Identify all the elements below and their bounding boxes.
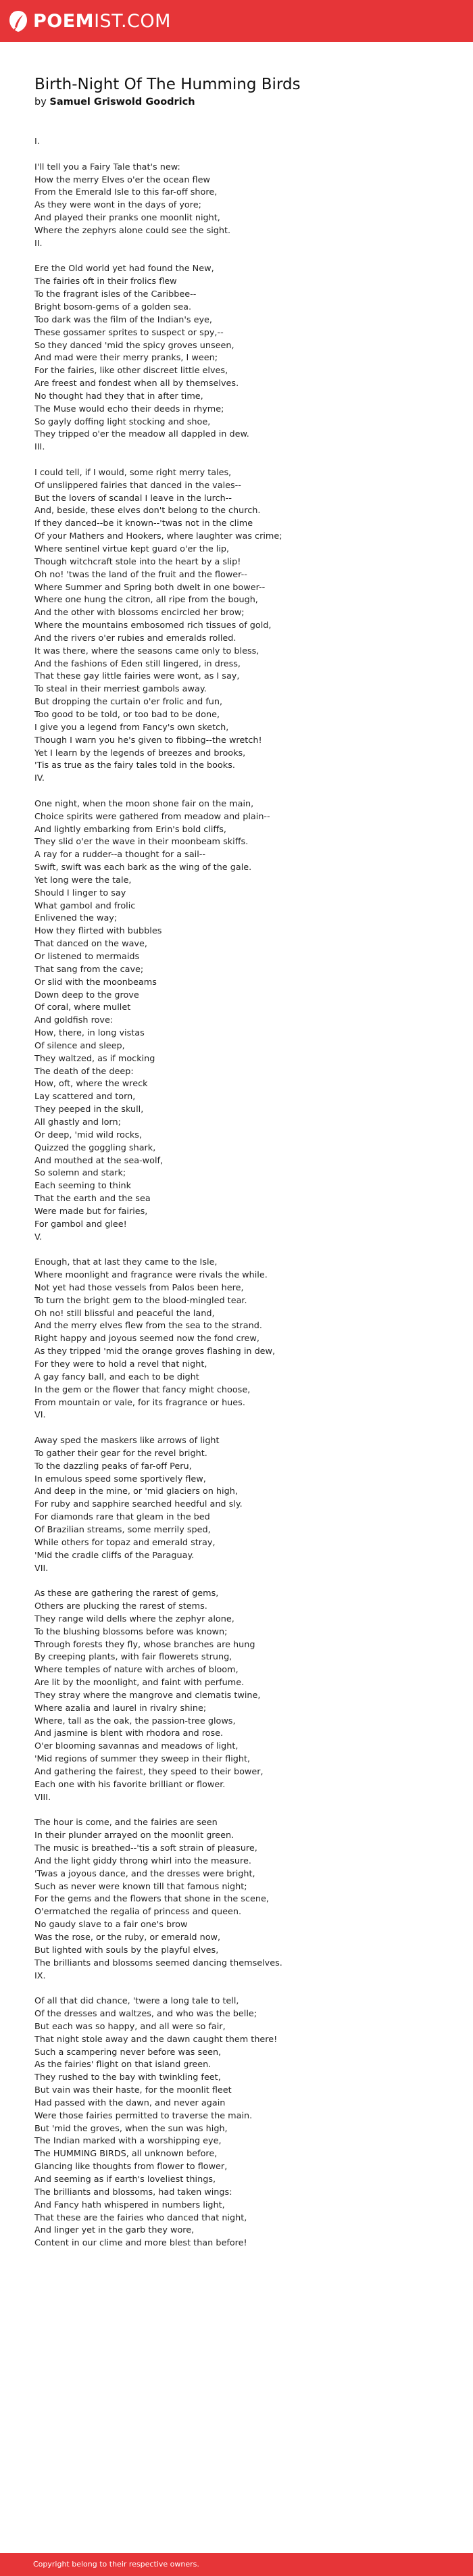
poem-text: I. I'll tell you a Fairy Tale that's new: How the merry Elves o'er the ocean flew From the Emerald Isle to this far-off shore, As they were wont in the days of yore; And played their pranks one moonlit night, Where the zephyrs alone could see the sight. II. Ere the Old world yet had found the New, The fairies oft in their frolics flew To the fragrant isles of the Caribbee-- Bright bosom-gems of a golden sea. Too dark was the film of the Indian's eye, These gossamer sprites to suspect or spy,-- So they danced 'mid the spicy groves unseen, And mad were their merry pranks, I ween; For the fairies, like other discreet little elves, Are freest and fondest when all by themselves. No thought had they that in after time, The Muse would echo their deeds in rhyme; So gayly doffing light stocking and shoe, They tripped o'er the meadow all dappled in dew. III. I could tell, if I would, some right merry tales, Of unslippered fairies that danced in the vales-- But the lovers of scandal I leave in the lurch-- And, beside, these elves don't belong to the church. If they danced--be it known--'twas not in the clime Of your Mathers and Hookers, where laughter was crime; Where sentinel virtue kept guard o'er the lip, Though witchcraft stole into the heart by a slip! Oh no! 'twas the land of the fruit and the flower-- Where Summer and Spring both dwelt in one bower-- Where one hung the citron, all ripe from the bough, And the other with blossoms encircled her brow; Where the mountains embosomed rich tissues of gold, And the rivers o'er rubies and emeralds rolled. It was there, where the seasons came only to bless, And the fashions of Eden still lingered, in dress, That these gay little fairies were wont, as I say, To steal in their merriest gambols away. But dropping the curtain o'er frolic and fun, Too good to be told, or too bad to be done, I give you a legend from Fancy's own sketch, Though I warn you he's given to fibbing--the wretch! Yet I learn by the legends of breezes and brooks, 'Tis as true as the fairy tales told in the books. IV. One night, when the moon shone fair on the main, Choice spirits were gathered from meadow and plain-- And lightly embarking from Erin's bold cliffs, They slid o'er the wave in their moonbeam skiffs. A ray for a rudder--a thought for a sail-- Swift, swift was each bark as the wing of the gale. Yet long were the tale, Should I linger to say What gambol and frolic Enlivened the way; How they flirted with bubbles That danced on the wave, Or listened to mermaids That sang from the cave; Or slid with the moonbeams Down deep to the grove Of coral, where mullet And goldfish rove: How, there, in long vistas Of silence and sleep, They waltzed, as if mocking The death of the deep: How, oft, where the wreck Lay scattered and torn, They peeped in the skull, All ghastly and lorn; Or deep, 'mid wild rocks, Quizzed the goggling shark, And mouthed at the sea-wolf, So solemn and stark; Each seeming to think That the earth and the sea Were made but for fairies, For gambol and glee! V. Enough, that at last they came to the Isle, Where moonlight and fragrance were rivals the while. Not yet had those vessels from Palos been here, To turn the bright gem to the blood-mingled tear. Oh no! still blissful and peaceful the land, And the merry elves flew from the sea to the strand. Right happy and joyous seemed now the fond crew, As they tripped 'mid the orange groves flashing in dew, For they were to hold a revel that night, A gay fancy ball, and each to be dight In the gem or the flower that fancy might choose, From mountain or vale, for its fragrance or hues. VI. Away sped the maskers like arrows of light To gather their gear for the revel bright. To the dazzling peaks of far-off Peru, In emulous speed some sportively flew, And deep in the mine, or 'mid glaciers on high, For ruby and sapphire searched heedful and sly. For diamonds rare that gleam in the bed Of Brazilian streams, some merrily sped, While others for topaz and emerald stray, 'Mid the cradle cliffs of the Paraguay. VII. As these are gathering the rarest of gems, Others are plucking the rarest of stems. They range wild dells where the zephyr alone, To the blushing blossoms before was known; Through forests they fly, whose branches are hung By creeping plants, with fair flowerets strung, Where temples of nature with arches of bloom, Are lit by the moonlight, and faint with perfume. They stray where the mangrove and clematis twine, Where azalia and laurel in rivalry shine; Where, tall as the oak, the passion-tree glows, And jasmine is blent with rhodora and rose. O'er blooming savannas and meadows of light, 'Mid regions of summer they sweep in their flight, And gathering the fairest, they speed to their bower, Each one with his favorite brilliant or flower. VIII. The hour is come, and the fairies are seen In their plunder arrayed on the moonlit green. The music is breathed--'tis a soft strain of pleasure, And the light giddy throng whirl into the measure. 'Twas a joyous dance, and the dresses were bright, Such as never were known till that famous night; For the gems and the flowers that shone in the scene, O'ermatched the regalia of princess and queen. No gaudy slave to a fair one's brow Was the rose, or the ruby, or emerald now, But lighted with souls by the playful elves, The brilliants and blossoms seemed dancing themselves. IX. Of all that did chance, 'twere a long tale to tell, Of the dresses and waltzes, and who was the belle; But each was so happy, and all were so fair, That night stole away and the dawn caught them there! Such a scampering never before was seen, As the fairies' flight on that island green. They rushed to the bay with twinkling feet, But vain was their haste, for the moonlit fleet Had passed with the dawn, and never again Were those fairies permitted to traverse the main. But 'mid the groves, when the sun was high, The Indian marked with a worshipping eye, The HUMMING BIRDS, all unknown before, Glancing like thoughts from flower to flower, And seeming as if earth's loveliest things, The brilliants and blossoms, had taken wings: And Fancy hath whispered in numbers light, That these are the fairies who danced that night, And linger yet in the garb they wore, Content in our clime and more blest than before! bbox=[34, 137, 282, 2249]
author-name[interactable]: Samuel Griswold Goodrich bbox=[49, 97, 195, 107]
top-bar bbox=[0, 0, 473, 42]
copyright-text: Copyright belong to their respective owners. bbox=[33, 2560, 199, 2569]
poem-content bbox=[34, 74, 453, 2250]
poem-feather-icon bbox=[8, 9, 28, 32]
brand-name-light: IST.COM bbox=[94, 10, 171, 32]
by-label: by bbox=[34, 97, 47, 107]
brand-logo[interactable] bbox=[8, 9, 171, 32]
poem-title: Birth-Night Of The Humming Birds bbox=[34, 76, 301, 93]
brand-name-bold: POEM bbox=[33, 10, 95, 32]
author-line bbox=[34, 95, 453, 109]
footer-bar bbox=[0, 2553, 473, 2576]
brand-name bbox=[33, 11, 171, 32]
